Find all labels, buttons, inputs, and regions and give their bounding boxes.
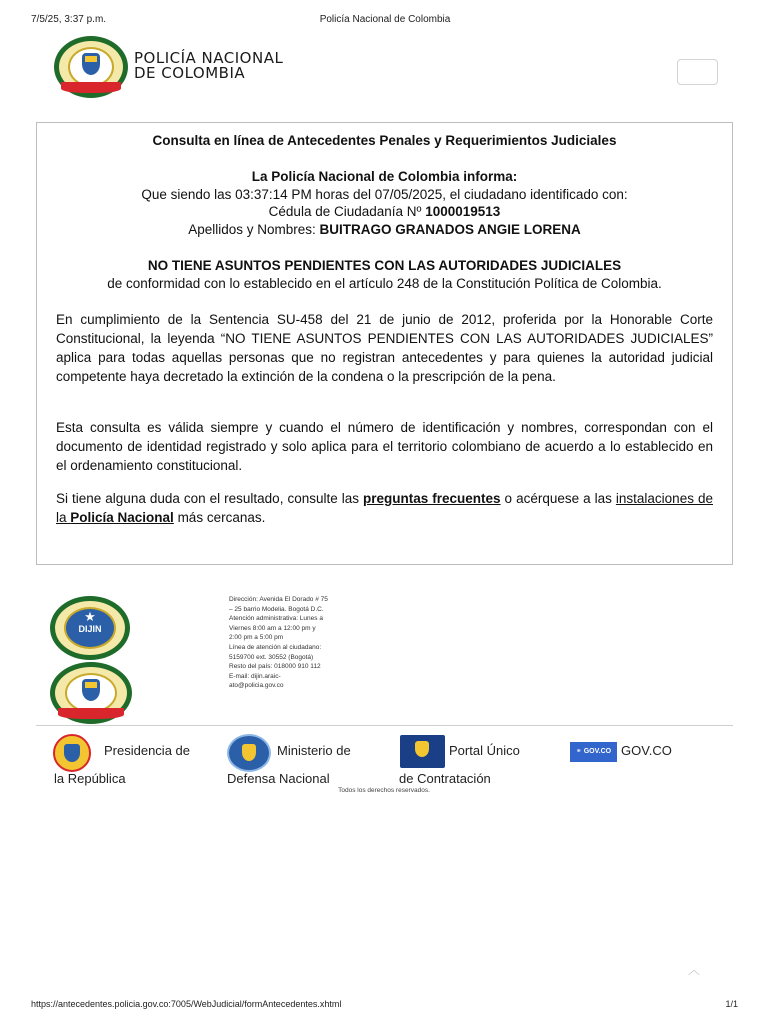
- address-line: Viernes 8:00 am a 12:00 pm y: [229, 624, 316, 632]
- scroll-to-top-icon[interactable]: ︿: [687, 963, 700, 977]
- paragraph-validez: Esta consulta es válida siempre y cuando el número de identificación y nombres, correspondan con el documento de identidad registrado y solo aplica para el territorio colombiano de acuerdo a lo establecido en el ordenamiento constitucional.: [56, 420, 713, 473]
- p3-after: más cercanas.: [173, 510, 266, 525]
- faq-link[interactable]: preguntas frecuentes: [363, 491, 501, 506]
- portal-link-line2[interactable]: de Contratación: [399, 771, 491, 786]
- installations-link-text: instalaciones de la: [56, 491, 713, 525]
- p3-before: Si tiene alguna duda con el resultado, consulte las: [56, 491, 363, 506]
- govco-link[interactable]: GOV.CO: [621, 743, 672, 758]
- address-line: 2:00 pm a 5:00 pm: [229, 634, 284, 642]
- email-link[interactable]: ato@policia.gov.co: [229, 682, 284, 690]
- policia-footer-seal-icon: [50, 662, 132, 724]
- status-subtext: de conformidad con lo establecido en el artículo 248 de la Constitución Política de Colombia.: [107, 275, 662, 291]
- policia-link-text: Policía Nacional: [70, 510, 174, 525]
- portal-contratacion-logo-icon[interactable]: [400, 735, 445, 768]
- cedula-line: [37, 203, 732, 221]
- footer-divider: [36, 725, 733, 726]
- address-line: – 25 barrio Modelia. Bogotá D.C.: [229, 605, 324, 613]
- names-label: Apellidos y Nombres:: [188, 221, 316, 237]
- presidencia-logo-icon[interactable]: [53, 734, 91, 772]
- portal-link-line1[interactable]: Portal Único: [449, 743, 520, 758]
- names-line: [37, 221, 732, 239]
- presidencia-link-line1[interactable]: Presidencia de: [104, 743, 190, 758]
- informa-heading: La Policía Nacional de Colombia informa:: [251, 169, 518, 184]
- policia-seal-icon: [54, 36, 128, 98]
- p3-middle: o acérquese a las: [500, 491, 616, 506]
- citizen-info: [37, 168, 732, 238]
- names-value: BUITRAGO GRANADOS ANGIE LORENA: [319, 221, 581, 237]
- address-line: Resto del país: 018000 910 112: [229, 663, 321, 671]
- cedula-label: Cédula de Ciudadanía Nº: [268, 204, 422, 219]
- print-header: [31, 14, 739, 28]
- print-datetime: 7/5/25, 3:37 p.m.: [31, 14, 107, 25]
- print-page-title: Policía Nacional de Colombia: [319, 14, 451, 25]
- brand-line-1: POLICÍA NACIONAL: [134, 49, 284, 67]
- query-time-line: Que siendo las 03:37:14 PM horas del 07/05/2025, el ciudadano identificado con:: [141, 186, 628, 202]
- print-url: https://antecedentes.policia.gov.co:7005/WebJudicial/formAntecedentes.xhtml: [31, 999, 342, 1009]
- address-line: Atención administrativa: Lunes a: [229, 615, 323, 623]
- result-card: [36, 122, 733, 565]
- print-footer: [31, 999, 738, 1011]
- menu-button[interactable]: [677, 59, 718, 85]
- contact-address: [229, 595, 379, 691]
- address-line: Dirección: Avenida El Dorado # 75: [229, 596, 328, 603]
- ministerio-logo-icon[interactable]: [227, 734, 271, 772]
- brand-line-2: DE COLOMBIA: [134, 64, 246, 82]
- address-line: E-mail: dijin.araic-: [229, 672, 281, 680]
- status-text: NO TIENE ASUNTOS PENDIENTES CON LAS AUTORIDADES JUDICIALES: [147, 258, 622, 273]
- presidencia-link-line2[interactable]: la República: [54, 771, 126, 786]
- paragraph-sentencia: En cumplimiento de la Sentencia SU-458 del 21 de junio de 2012, proferida por la Honorable Corte Constitucional, la leyenda “NO TIENE ASUNTOS PENDIENTES CON LAS AUTORIDADES JUDICIALES” aplica para todas aquellas personas que no registran antecedentes y para quienes la autoridad judicial competente haya decretado la extinción de la condena o la prescripción de la pena.: [56, 312, 713, 384]
- cedula-number: 1000019513: [425, 204, 501, 219]
- ministerio-link-line2[interactable]: Defensa Nacional: [227, 771, 330, 786]
- dijin-label: DIJIN: [78, 624, 102, 635]
- govco-badge-icon[interactable]: ⚭ GOV.CO: [570, 742, 617, 762]
- print-page-number: 1/1: [725, 999, 738, 1009]
- dijin-seal-icon: [50, 596, 130, 660]
- paragraph-dudas: [56, 489, 713, 527]
- status-block: [37, 257, 732, 292]
- ministerio-link-line1[interactable]: Ministerio de: [277, 743, 351, 758]
- star-icon: ★: [84, 608, 96, 624]
- copyright-notice: Todos los derechos reservados.: [338, 787, 430, 794]
- card-title: Consulta en línea de Antecedentes Penales y Requerimientos Judiciales: [152, 133, 617, 148]
- address-line: Línea de atención al ciudadano:: [229, 643, 322, 651]
- address-line: 5159700 ext. 30552 (Bogotá): [229, 653, 314, 661]
- brand-name: [134, 51, 314, 81]
